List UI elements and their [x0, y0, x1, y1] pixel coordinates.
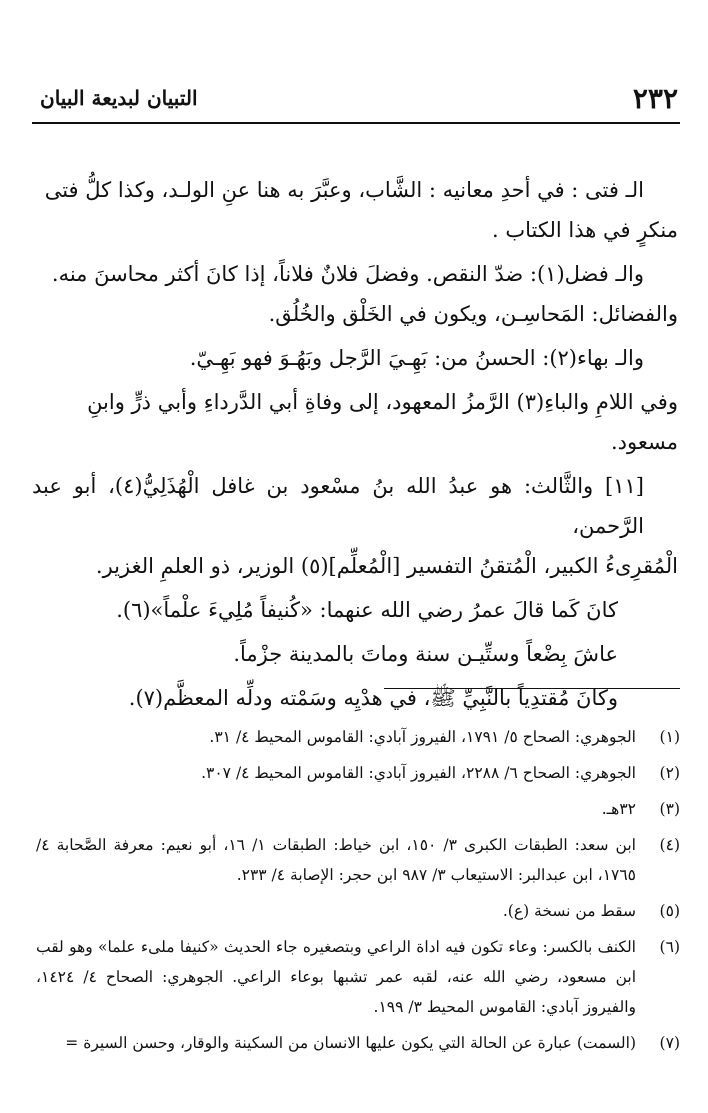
- footnote-text: الجوهري: الصحاح ٥/ ١٧٩١، الفيروز آبادي: القاموس المحيط ٤/ ٣١.: [209, 728, 636, 746]
- footnote: [36, 758, 680, 788]
- text-line: الْمُقرِىءُ الكبير، الْمُتقنُ التفسير [الْمُعلِّم](٥) الوزير، ذو العلمِ الغزير.: [95, 554, 678, 578]
- footnote: [36, 896, 680, 926]
- text-line: والـ بهاء(٢): الحسنُ من: بَهِـيَ الرَّجل وبَهُـوَ فهو بَهِـيّ.: [189, 346, 644, 370]
- footnote-text: سقط من نسخة (ع).: [502, 902, 636, 920]
- footnote-number: (٣): [659, 800, 680, 818]
- running-title: التبيان لبديعة البيان: [40, 86, 198, 110]
- footnote-number: (٤): [659, 836, 680, 854]
- footnote-number: (١): [659, 728, 680, 746]
- header-rule: [32, 122, 680, 124]
- footnote-text: الجوهري: الصحاح ٦/ ٢٢٨٨، الفيروز آبادي: القاموس المحيط ٤/ ٣٠٧.: [201, 764, 636, 782]
- footnote-separator: [384, 688, 680, 689]
- verse-line: وكانَ مُقتدِياً بالنَّبِيِّ ﷺ، في هدْيِه وسَمْته ودلِّه المعظَّم(٧).: [128, 686, 618, 710]
- footnote-number: (٧): [659, 1034, 680, 1052]
- main-text: [32, 170, 678, 718]
- text-line: والـ فضل(١): ضدّ النقص. وفضلَ فلانٌ فلاناً، إذا كانَ أكثر محاسنَ منه.: [51, 262, 644, 286]
- footnote-text: الكنف بالكسر: وعاء تكون فيه اداة الراعي وبتصغيره جاء الحديث «كنيفا ملىء علما» وهو لقب ابن مسعود، رضي الله عنه، لقبه عمر تشبها بوعاء الراعي. الجوهري: الصحاح ٤/ ١٤٢٤، والفيروز آبادي: القاموس المحيط ٣/ ١٩٩.: [36, 938, 636, 1016]
- footnote-text: ٣٢هـ.: [601, 800, 636, 818]
- footnote-number: (٢): [659, 764, 680, 782]
- footnote: [36, 932, 680, 1022]
- text-line: مسعود.: [611, 430, 678, 454]
- text-line: [١١] والثَّالث: هو عبدُ الله بنُ مسْعود بن غافل الْهُذَلِيُّ(٤)، أبو عبد الرَّحمن،: [32, 474, 644, 538]
- footnote-number: (٥): [659, 902, 680, 920]
- footnote: [36, 794, 680, 824]
- text-line: منكرٍ في هذا الكتاب .: [492, 218, 678, 242]
- footnotes: [36, 722, 680, 1064]
- footnote: [36, 1028, 680, 1058]
- footnote-number: (٦): [659, 938, 680, 956]
- footnote-text: ابن سعد: الطبقات الكبرى ٣/ ١٥٠، ابن خياط: الطبقات ١/ ١٦، أبو نعيم: معرفة الصَّحابة ٤/ ١٧٦٥، ابن عبدالبر: الاستيعاب ٣/ ٩٨٧ ابن حجر: الإصابة ٤/ ٢٣٣.: [36, 836, 636, 884]
- page-number: ٢٣٢: [632, 82, 678, 115]
- text-line: والفضائل: المَحاسِـن، ويكون في الخَلْق والخُلُق.: [268, 302, 678, 326]
- verse-line: كانَ كَما قالَ عمرُ رضي الله عنهما: «كُنيفاً مُلِيءَ علْماً»(٦).: [116, 598, 618, 622]
- text-line: وفي اللامِ والباءِ(٣) الرَّمزُ المعهود، إلى وفاةِ أبي الدَّرداءِ وأبي ذرٍّ وابنِ: [87, 390, 678, 414]
- text-line: الـ فتى : في أحدِ معانيه : الشَّاب، وعبَّرَ به هنا عنِ الولـد، وكذا كلُّ فتى: [44, 178, 644, 202]
- footnote-text: (السمت) عبارة عن الحالة التي يكون عليها الانسان من السكينة والوقار، وحسن السيرة =: [65, 1034, 636, 1052]
- footnote: [36, 830, 680, 890]
- footnote: [36, 722, 680, 752]
- verse-line: عاشَ بِضْعاً وستِّيـن سنة وماتَ بالمدينة جزْماً.: [233, 642, 618, 666]
